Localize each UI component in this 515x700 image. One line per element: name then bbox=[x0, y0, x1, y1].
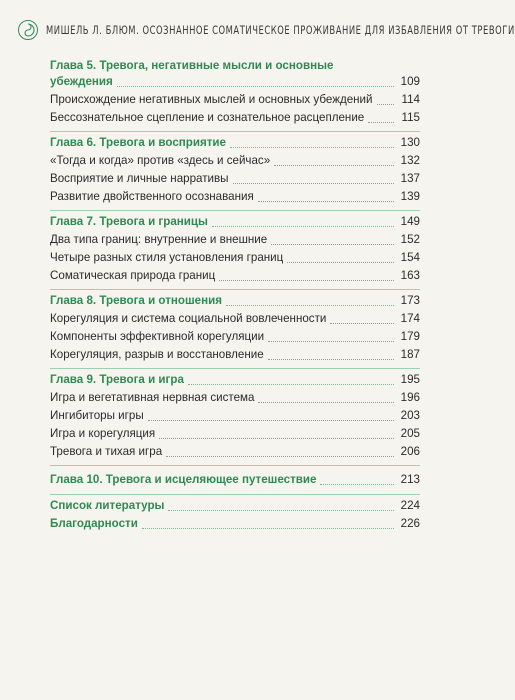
page-number: 154 bbox=[400, 251, 420, 264]
chapter-title: убеждения bbox=[50, 75, 113, 88]
entry-title: Тревога и тихая игра bbox=[50, 445, 163, 458]
chapter-7-block bbox=[50, 210, 420, 289]
toc-entry[interactable] bbox=[50, 250, 420, 266]
entry-title: Четыре разных стиля установления границ bbox=[50, 251, 284, 264]
page-number: 196 bbox=[400, 391, 420, 404]
toc-entry[interactable] bbox=[50, 408, 420, 424]
page-number: 226 bbox=[400, 517, 420, 530]
dot-leader bbox=[219, 280, 394, 281]
page-number: 206 bbox=[400, 445, 420, 458]
dot-leader bbox=[330, 323, 394, 324]
chapter-8-block bbox=[50, 289, 420, 368]
dot-leader bbox=[142, 528, 394, 529]
page-number: 205 bbox=[400, 427, 420, 440]
entry-title: Корегуляция, разрыв и восстановление bbox=[50, 348, 264, 361]
running-head: МИШЕЛЬ Л. БЛЮМ. ОСОЗНАННОЕ СОМАТИЧЕСКОЕ ПРОЖИВАНИЕ ДЛЯ ИЗБАВЛЕНИЯ ОТ ТРЕВОГИ bbox=[46, 23, 515, 37]
entry-title: Происхождение негативных мыслей и основных убеждений bbox=[50, 93, 373, 106]
page-number: 179 bbox=[400, 330, 420, 343]
chapter-title: Благодарности bbox=[50, 517, 138, 530]
toc-entry[interactable] bbox=[50, 189, 420, 205]
entry-title: Восприятие и личные нарративы bbox=[50, 172, 229, 185]
toc-entry[interactable] bbox=[50, 153, 420, 169]
dot-leader bbox=[159, 438, 394, 439]
entry-title: Бессознательное сцепление и сознательное расцепление bbox=[50, 111, 365, 124]
toc-chapter-6[interactable] bbox=[50, 135, 420, 151]
dot-leader bbox=[168, 510, 394, 511]
page-number: 139 bbox=[400, 190, 420, 203]
page-number: 130 bbox=[400, 136, 420, 149]
toc-entry[interactable] bbox=[50, 426, 420, 442]
table-of-contents bbox=[50, 55, 420, 537]
toc-chapter-5-line1 bbox=[50, 58, 420, 74]
page-number: 109 bbox=[400, 75, 420, 88]
page-number: 224 bbox=[400, 499, 420, 512]
chapter-title: Глава 6. Тревога и восприятие bbox=[50, 136, 226, 149]
chapter-5-block bbox=[50, 55, 420, 131]
entry-title: «Тогда и когда» против «здесь и сейчас» bbox=[50, 154, 271, 167]
dot-leader bbox=[258, 402, 394, 403]
toc-acknowledgements[interactable] bbox=[50, 516, 420, 532]
entry-title: Ингибиторы игры bbox=[50, 409, 144, 422]
chapter-title: Глава 10. Тревога и исцеляющее путешествие bbox=[50, 473, 317, 486]
chapter-title: Глава 5. Тревога, негативные мысли и основные bbox=[50, 59, 334, 72]
page-number: 195 bbox=[400, 373, 420, 386]
page-number: 152 bbox=[400, 233, 420, 246]
dot-leader bbox=[368, 122, 394, 123]
page-number: 203 bbox=[400, 409, 420, 422]
chapter-title: Глава 9. Тревога и игра bbox=[50, 373, 184, 386]
dot-leader bbox=[188, 384, 394, 385]
dot-leader bbox=[271, 244, 394, 245]
toc-chapter-7[interactable] bbox=[50, 214, 420, 230]
dot-leader bbox=[268, 359, 394, 360]
entry-title: Корегуляция и система социальной вовлеченности bbox=[50, 312, 327, 325]
page-number: 174 bbox=[400, 312, 420, 325]
page-number: 149 bbox=[400, 215, 420, 228]
entry-title: Соматическая природа границ bbox=[50, 269, 216, 282]
toc-entry[interactable] bbox=[50, 311, 420, 327]
dot-leader bbox=[226, 305, 394, 306]
dot-leader bbox=[230, 147, 394, 148]
entry-title: Развитие двойственного осознавания bbox=[50, 190, 254, 203]
toc-entry[interactable] bbox=[50, 232, 420, 248]
toc-entry[interactable] bbox=[50, 268, 420, 284]
back-matter-block bbox=[50, 494, 420, 537]
page-number: 114 bbox=[401, 93, 420, 106]
chapter-6-block bbox=[50, 131, 420, 210]
chapter-title: Глава 7. Тревога и границы bbox=[50, 215, 208, 228]
chapter-title: Глава 8. Тревога и отношения bbox=[50, 294, 222, 307]
chapter-title: Список литературы bbox=[50, 499, 165, 512]
dot-leader bbox=[117, 86, 394, 87]
page-number: 163 bbox=[400, 269, 420, 282]
dot-leader bbox=[212, 226, 394, 227]
dot-leader bbox=[258, 201, 394, 202]
entry-title: Компоненты эффективной корегуляции bbox=[50, 330, 265, 343]
toc-entry[interactable] bbox=[50, 444, 420, 460]
toc-chapter-9[interactable] bbox=[50, 372, 420, 388]
entry-title: Игра и вегетативная нервная система bbox=[50, 391, 255, 404]
dot-leader bbox=[377, 104, 394, 105]
page-header bbox=[18, 18, 515, 42]
toc-chapter-10[interactable] bbox=[50, 472, 420, 488]
toc-entry[interactable] bbox=[50, 110, 420, 126]
dot-leader bbox=[268, 341, 394, 342]
yin-yang-icon bbox=[18, 20, 38, 40]
toc-chapter-8[interactable] bbox=[50, 293, 420, 309]
toc-entry[interactable] bbox=[50, 92, 420, 108]
toc-chapter-5[interactable] bbox=[50, 74, 420, 90]
page-number: 187 bbox=[400, 348, 420, 361]
page-number: 115 bbox=[401, 111, 420, 124]
dot-leader bbox=[233, 183, 394, 184]
entry-title: Игра и корегуляция bbox=[50, 427, 156, 440]
dot-leader bbox=[320, 484, 394, 485]
dot-leader bbox=[274, 165, 394, 166]
toc-entry[interactable] bbox=[50, 390, 420, 406]
page-number: 213 bbox=[400, 473, 420, 486]
page-number: 132 bbox=[400, 154, 420, 167]
dot-leader bbox=[287, 262, 394, 263]
page-number: 173 bbox=[400, 294, 420, 307]
page-number: 137 bbox=[400, 172, 420, 185]
chapter-9-block bbox=[50, 368, 420, 465]
toc-bibliography[interactable] bbox=[50, 498, 420, 514]
toc-entry[interactable] bbox=[50, 329, 420, 345]
dot-leader bbox=[166, 456, 394, 457]
chapter-10-block bbox=[50, 465, 420, 494]
entry-title: Два типа границ: внутренние и внешние bbox=[50, 233, 268, 246]
toc-entry[interactable] bbox=[50, 347, 420, 363]
toc-entry[interactable] bbox=[50, 171, 420, 187]
dot-leader bbox=[148, 420, 394, 421]
